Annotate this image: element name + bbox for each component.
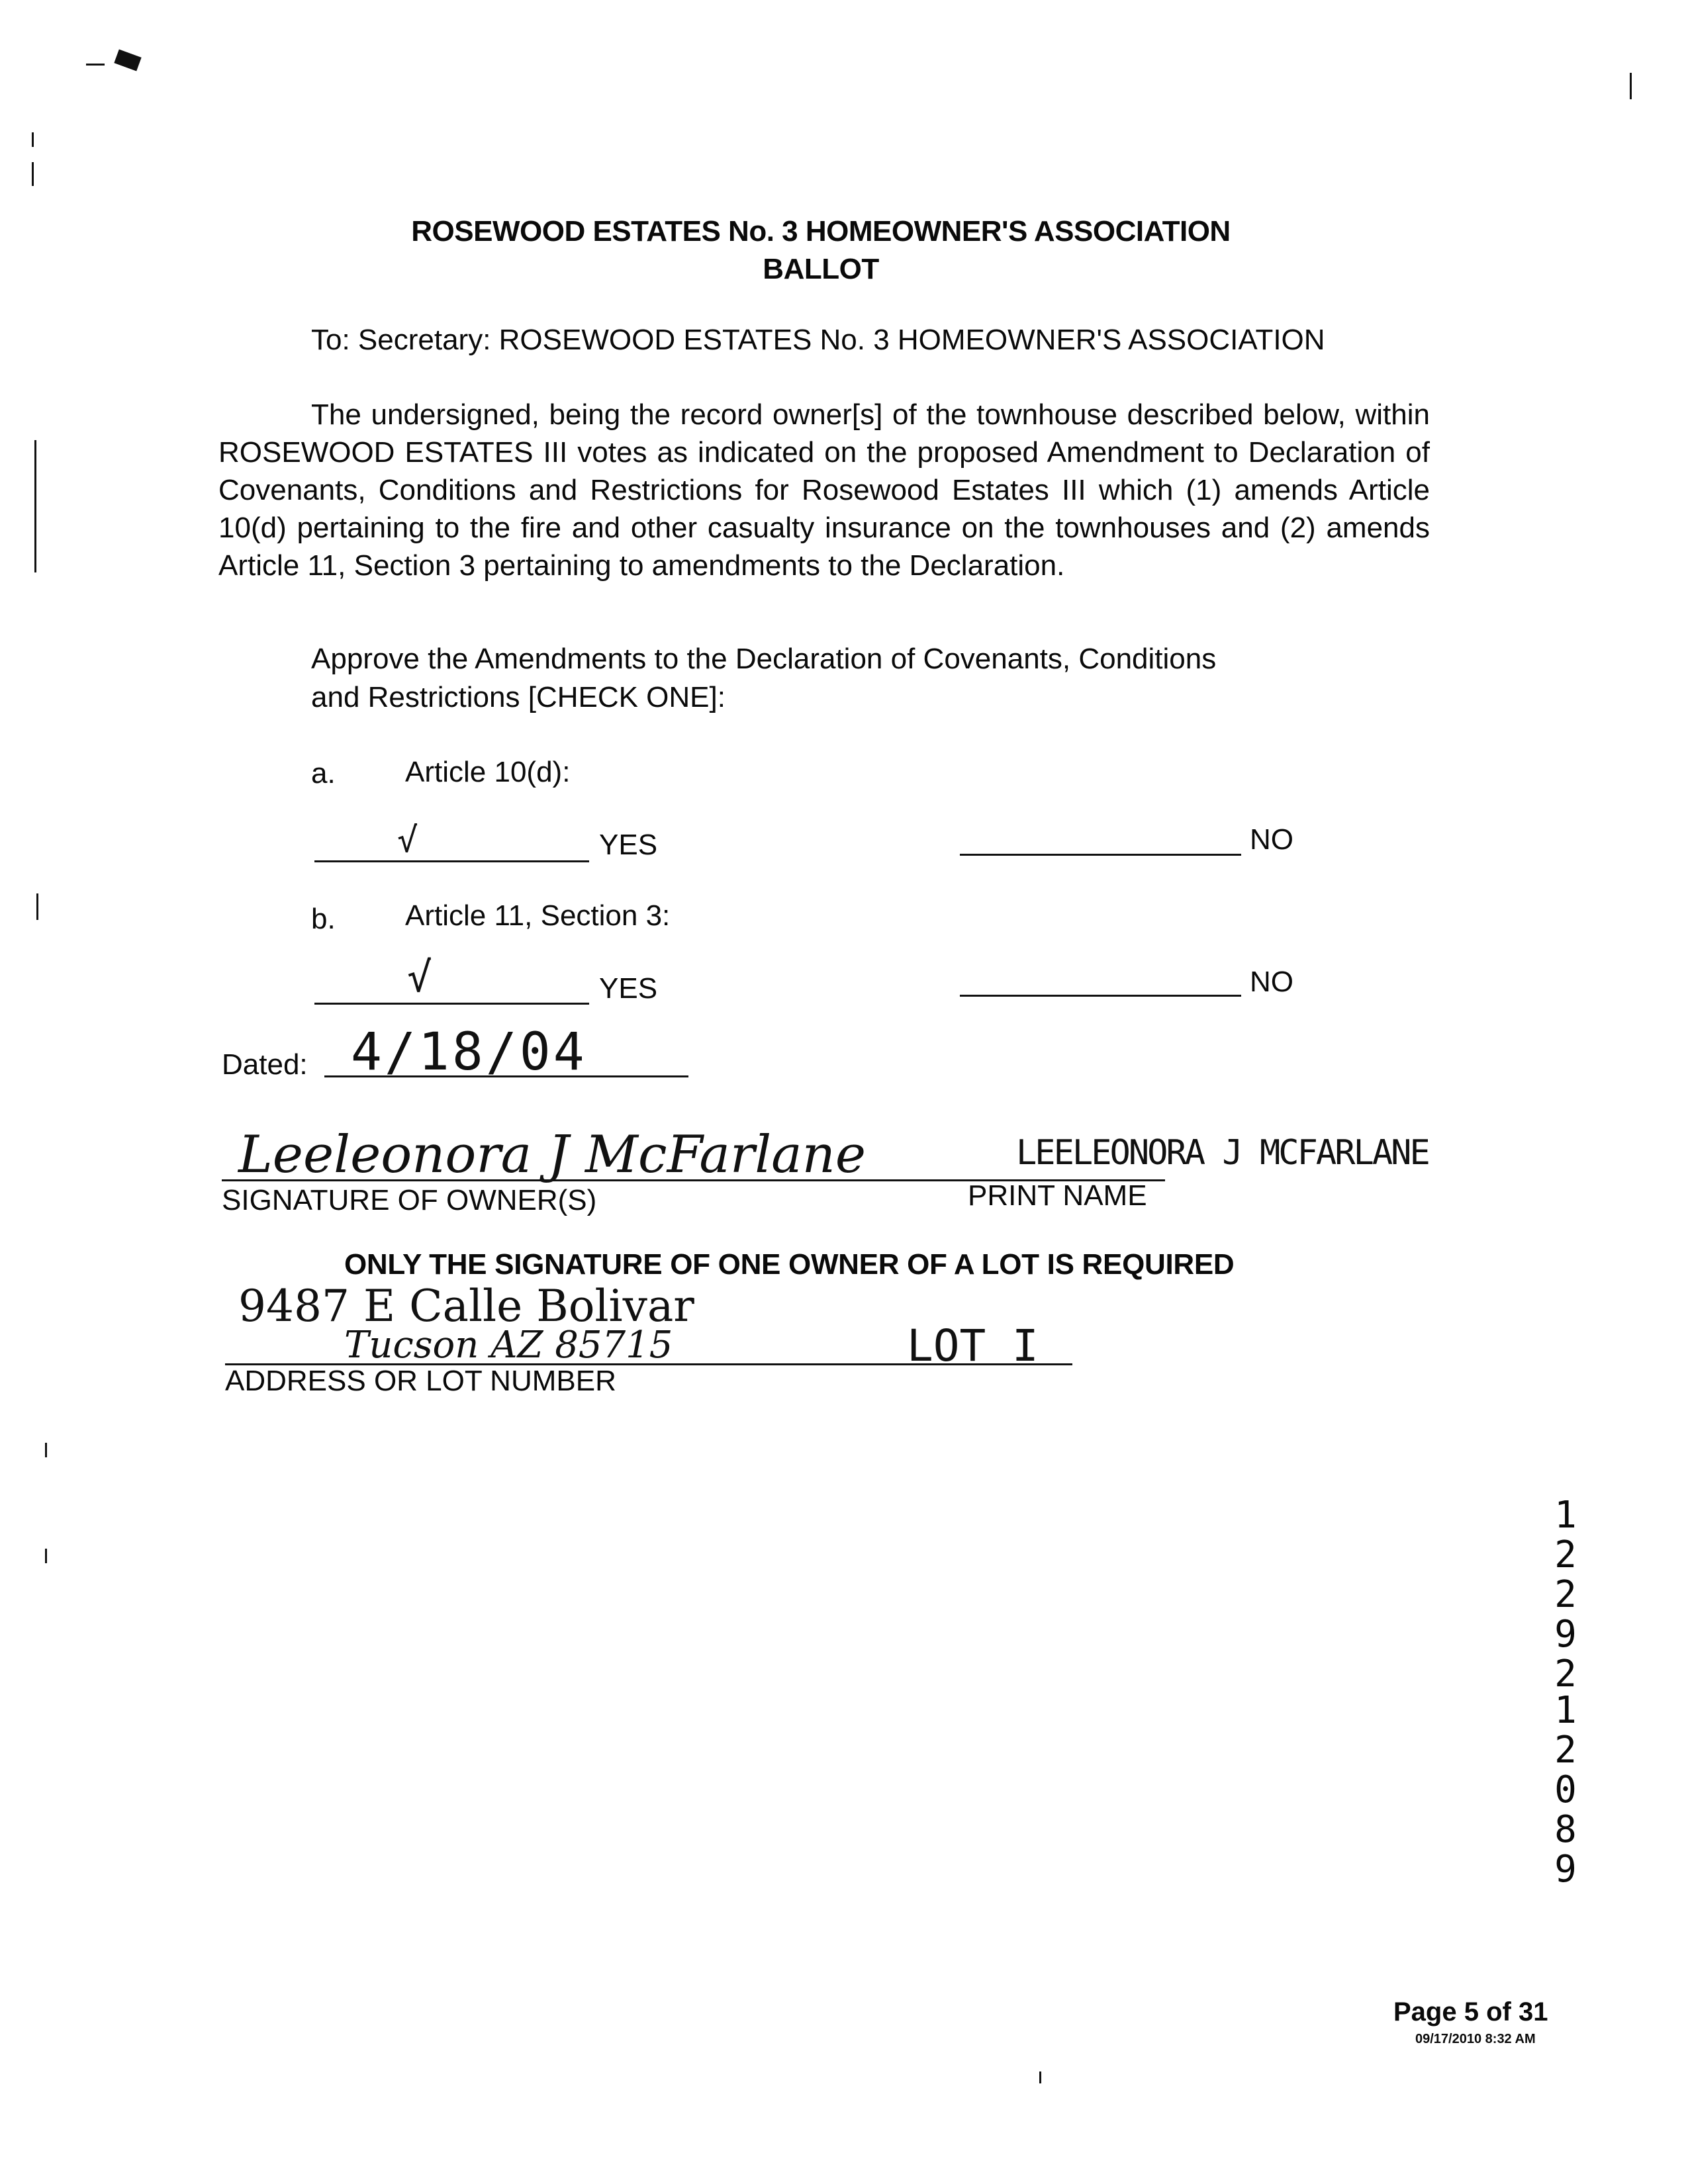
address-label: ADDRESS OR LOT NUMBER: [225, 1365, 616, 1397]
dated-label: Dated:: [222, 1048, 308, 1081]
stamp-digit: 1: [1554, 1494, 1577, 1537]
approve-instruction: [311, 640, 1344, 717]
stamp-digit: 0: [1554, 1768, 1577, 1811]
article-a-yes-checkmark: √: [397, 821, 418, 860]
stamp-digits-bottom: [1549, 1691, 1582, 1889]
address-handwritten-line-1: 9487 E Calle Bolivar: [238, 1281, 694, 1332]
addressee-line: To: Secretary: ROSEWOOD ESTATES No. 3 HOMEOWNER'S ASSOCIATION: [311, 324, 1325, 356]
scan-speck: [114, 50, 141, 71]
footer-timestamp: 09/17/2010 8:32 AM: [1415, 2032, 1536, 2046]
article-a-yes-label: YES: [599, 829, 658, 861]
article-b-no-label: NO: [1250, 966, 1293, 998]
article-a-yes-blank[interactable]: [314, 860, 589, 862]
approve-line-2-prefix: and Restrictions [: [311, 681, 536, 713]
scan-speck: [34, 440, 36, 572]
one-owner-notice: ONLY THE SIGNATURE OF ONE OWNER OF A LOT IS REQUIRED: [344, 1248, 1235, 1281]
stamp-digit: 2: [1554, 1533, 1577, 1576]
scan-speck: [45, 1443, 47, 1457]
article-a-no-blank[interactable]: [960, 854, 1241, 856]
article-b-yes-label: YES: [599, 972, 658, 1005]
scan-speck: [1630, 73, 1632, 99]
address-handwritten-line-2: Tucson AZ 85715: [344, 1324, 673, 1367]
owner-signature-label: SIGNATURE OF OWNER(S): [222, 1184, 597, 1216]
ballot-title: ROSEWOOD ESTATES No. 3 HOMEOWNER'S ASSOCIATION: [411, 215, 1231, 248]
stamp-digits-top: [1549, 1496, 1582, 1694]
stamp-digit: 8: [1554, 1808, 1577, 1851]
scan-speck: [36, 893, 38, 920]
scan-speck: [32, 162, 34, 186]
stamp-digit: 2: [1554, 1653, 1577, 1696]
scan-speck: [1039, 2071, 1041, 2083]
approve-line-2-suffix: ]:: [709, 681, 726, 713]
dated-handwritten-value: 4/18/04: [351, 1023, 587, 1082]
scan-speck: [32, 132, 34, 147]
ballot-subtitle: BALLOT: [763, 253, 879, 285]
article-b-letter: b.: [311, 903, 336, 935]
page-number: Page 5 of 31: [1393, 1997, 1548, 2026]
article-a-letter: a.: [311, 757, 336, 790]
check-one-label: CHECK ONE: [536, 681, 710, 713]
print-name-handwritten: LEELEONORA J MCFARLANE: [1016, 1133, 1429, 1173]
scan-speck: [45, 1549, 47, 1563]
article-b-yes-checkmark: √: [407, 953, 432, 1001]
lot-handwritten: LOT I: [907, 1320, 1039, 1371]
paragraph-text: The undersigned, being the record owner[s] of the townhouse described below, within ROSEWOOD ESTATES III votes as indicated on the proposed Amendment to Declaration of Covenants, Conditions and Restrictions for Rosewood Estates III which (1) amends Article 10(d) pertaining to the fire and other casualty insurance on the townhouses and (2) amends Article 11, Section 3 pertaining to amendments to the Declaration.: [218, 398, 1430, 582]
ballot-paragraph: [218, 396, 1430, 584]
scan-speck: [86, 64, 105, 66]
approve-line-1: Approve the Amendments to the Declaration of Covenants, Conditions: [311, 643, 1217, 675]
article-b-label: Article 11, Section 3:: [405, 899, 671, 932]
stamp-digit: 1: [1554, 1689, 1577, 1732]
stamp-digit: 2: [1554, 1573, 1577, 1616]
article-b-no-blank[interactable]: [960, 995, 1241, 997]
approve-line-2: [311, 678, 1344, 717]
article-a-no-label: NO: [1250, 823, 1293, 856]
article-a-label: Article 10(d):: [405, 756, 571, 788]
print-name-label: PRINT NAME: [968, 1179, 1147, 1212]
stamp-digit: 2: [1554, 1729, 1577, 1772]
owner-signature-handwritten: Leeleonora J McFarlane: [238, 1125, 867, 1185]
stamp-digit: 9: [1554, 1848, 1577, 1891]
article-b-yes-blank[interactable]: [314, 1003, 589, 1005]
stamp-digit: 9: [1554, 1613, 1577, 1656]
